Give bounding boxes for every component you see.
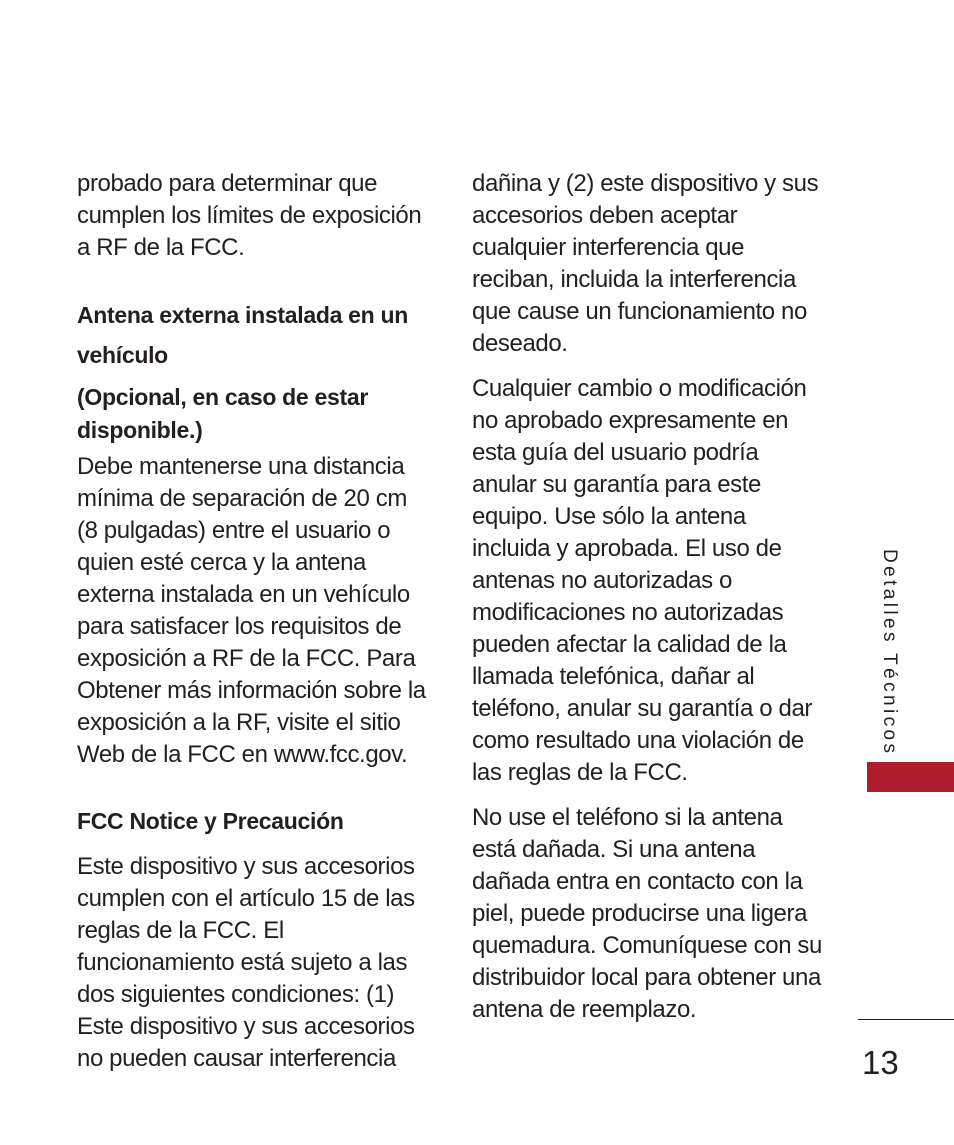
left-column — [77, 168, 429, 1075]
intro-paragraph: probado para determinar que cumplen los límites de exposición a RF de la FCC. — [77, 170, 422, 261]
antenna-heading: Antena externa instalada en un vehículo — [77, 302, 408, 368]
footer-rule — [858, 1019, 954, 1020]
antenna-paragraph: Debe mantenerse una distancia mínima de separación de 20 cm (8 pulgadas) entre el usuario o quien esté cerca y la antena externa instalada en un vehículo para satisfacer los requisitos de exposición a RF de la FCC. Para Obtener más información sobre la exposición a la RF, visite el sitio Web de la FCC en www.fcc.gov. — [77, 453, 426, 768]
damaged-antenna-paragraph: No use el teléfono si la antena está dañada. Si una antena dañada entra en contacto con la piel, puede producirse una ligera quemadura. Comuníquese con su distribuidor local para obtener una antena de reemplazo. — [472, 804, 822, 1023]
modification-paragraph: Cualquier cambio o modificación no aprobado expresamente en esta guía del usuario podría anular su garantía para este equipo. Use sólo la antena incluida y aprobada. El uso de antenas no autorizadas o modificaciones no autorizadas pueden afectar la calidad de la llamada telefónica, dañar al teléfono, anular su garantía o dar como resultado una violación de las reglas de la FCC. — [472, 375, 812, 786]
section-tab-marker — [867, 762, 954, 792]
right-column — [472, 168, 822, 1026]
optional-heading: (Opcional, en caso de estar disponible.) — [77, 384, 369, 443]
fcc-paragraph: Este dispositivo y sus accesorios cumplen con el artículo 15 de las reglas de la FCC. El funcionamiento está sujeto a las dos siguientes condiciones: (1) Este dispositivo y sus accesorios no pueden causar interferencia — [77, 853, 415, 1072]
section-side-label: Detalles Técnicos — [879, 549, 900, 757]
page-number: 13 — [862, 1044, 899, 1081]
fcc-heading: FCC Notice y Precaución — [77, 808, 344, 834]
interference-paragraph: dañina y (2) este dispositivo y sus accesorios deben aceptar cualquier interferencia que reciban, incluida la interferencia que cause un funcionamiento no deseado. — [472, 170, 819, 357]
